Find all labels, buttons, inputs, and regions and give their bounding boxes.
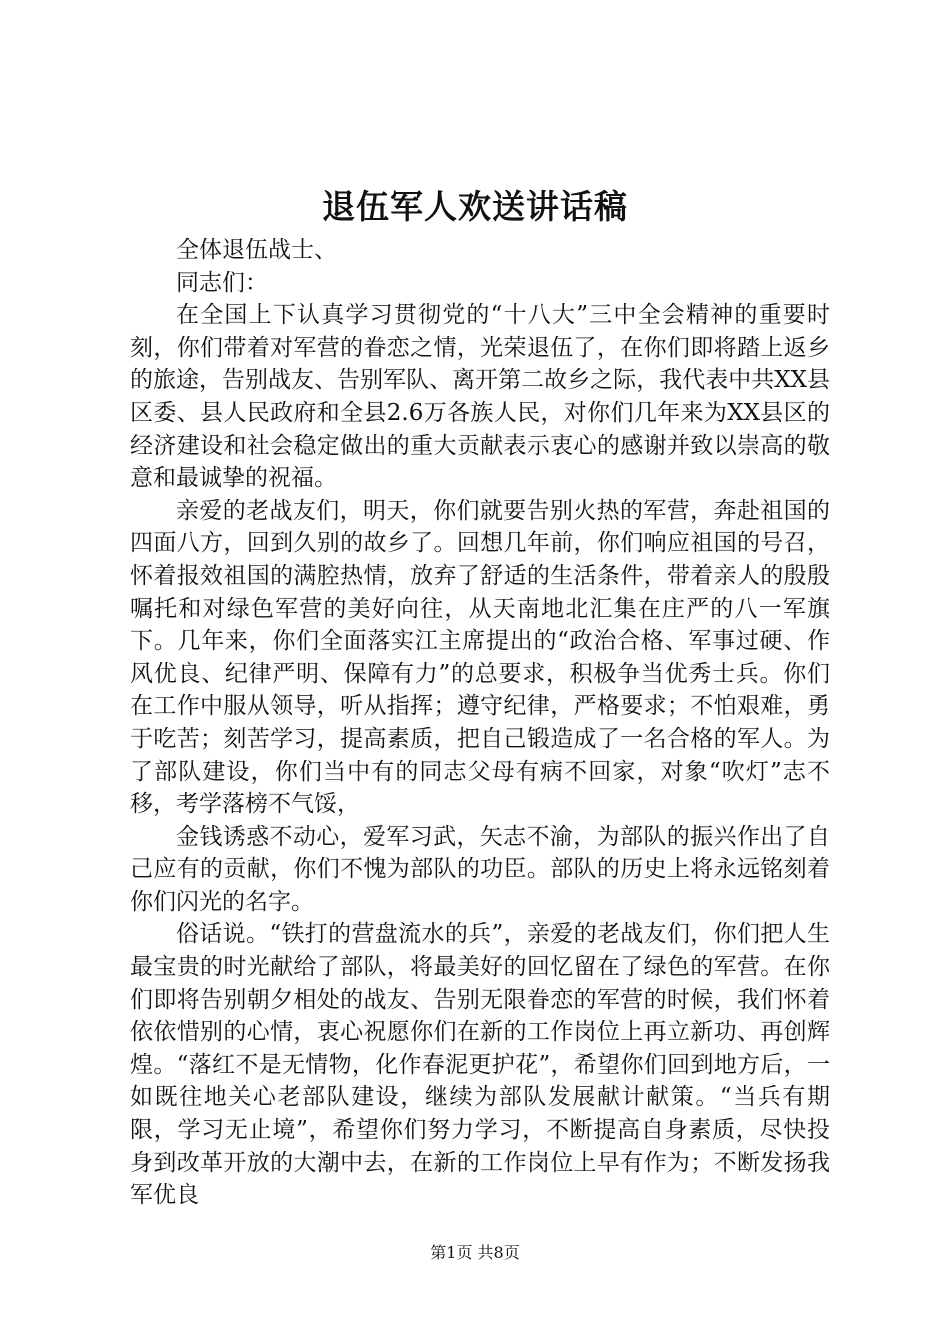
paragraph-1: 在全国上下认真学习贯彻党的“十八大”三中全会精神的重要时刻，你们带着对军营的眷恋之情，光荣退伍了，在你们即将踏上返乡的旅途，告别战友、告别军队、离开第二故乡之际，我代表中共XX县区委、县人民政府和全县2.6万各族人民，对你们几年来为XX县区的经济建设和社会稳定做出的重大贡献表示衷心的感谢并致以崇高的敬意和最诚挚的祝福。 — [130, 302, 830, 492]
paragraph-3: 金钱诱惑不动心，爱军习武，矢志不渝，为部队的振兴作出了自己应有的贡献，你们不愧为部队的功臣。部队的历史上将永远铭刻着你们闪光的名字。 — [130, 823, 830, 915]
document-body — [130, 234, 830, 1212]
document-title: 退伍军人欢送讲话稿 — [322, 187, 628, 226]
paragraph-2: 亲爱的老战友们，明天，你们就要告别火热的军营，奔赴祖国的四面八方，回到久别的故乡了。回想几年前，你们响应祖国的号召，怀着报效祖国的满腔热情，放弃了舒适的生活条件，带着亲人的殷殷嘱托和对绿色军营的美好向往，从天南地北汇集在庄严的八一军旗下。几年来，你们全面落实江主席提出的“政治合格、军事过硬、作风优良、纪律严明、保障有力”的总要求，积极争当优秀士兵。你们在工作中服从领导，听从指挥；遵守纪律，严格要求；不怕艰难，勇于吃苦；刻苦学习，提高素质，把自己锻造成了一名合格的军人。为了部队建设，你们当中有的同志父母有病不回家，对象“吹灯”志不移，考学落榜不气馁， — [130, 497, 830, 818]
paragraph-4: 俗话说。“铁打的营盘流水的兵”，亲爱的老战友们，你们把人生最宝贵的时光献给了部队，将最美好的回忆留在了绿色的军营。在你们即将告别朝夕相处的战友、告别无限眷恋的军营的时候，我们怀着依依惜别的心情，衷心祝愿你们在新的工作岗位上再立新功、再创辉煌。“落红不是无情物，化作春泥更护花”，希望你们回到地方后，一如既往地关心老部队建设，继续为部队发展献计献策。“当兵有期限，学习无止境”，希望你们努力学习，不断提高自身素质，尽快投身到改革开放的大潮中去，在新的工作岗位上早有作为；不断发扬我军优良 — [130, 921, 830, 1209]
salutation-line-1: 全体退伍战士、 — [176, 237, 337, 263]
salutation-line-2: 同志们： — [176, 269, 268, 296]
page-number-footer: 第1页 共8页 — [430, 1243, 520, 1262]
